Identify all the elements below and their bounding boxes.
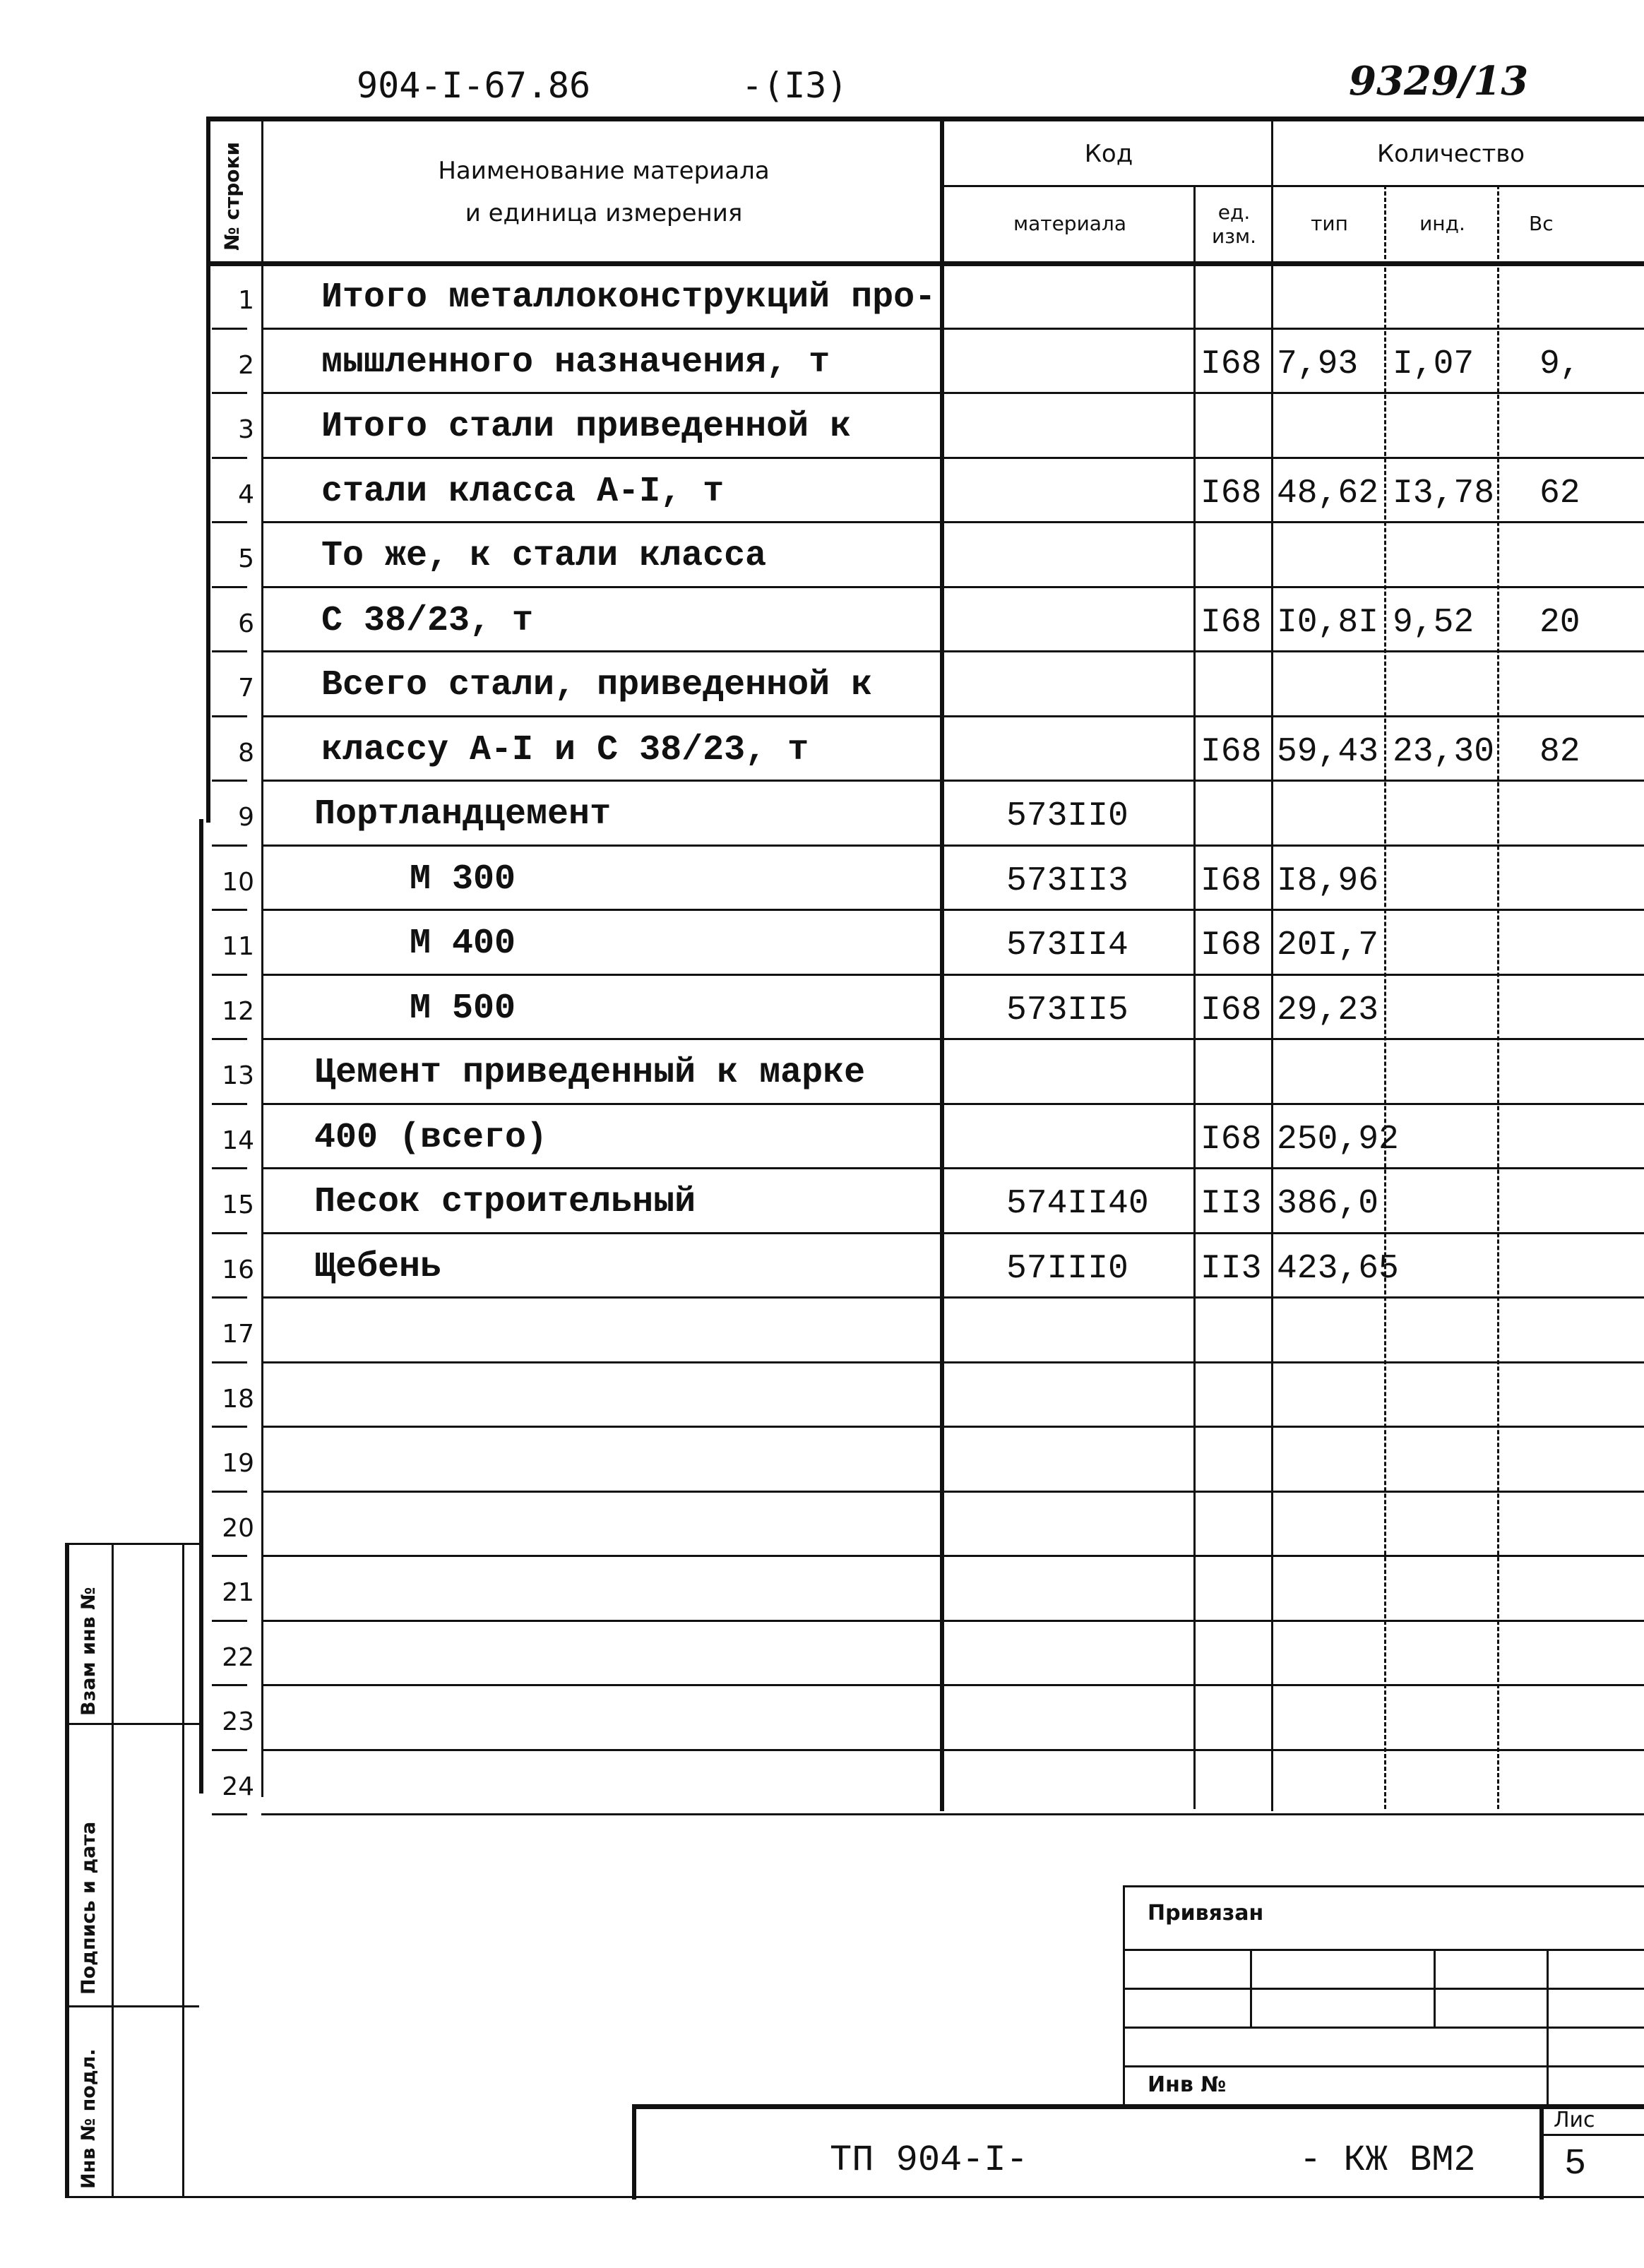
- material-name: То же, к стали класса: [321, 536, 767, 576]
- row-number-tick: [212, 974, 247, 976]
- material-name: М 500: [410, 988, 516, 1029]
- row-number: 6: [238, 609, 254, 638]
- quantity-total-header: Вс: [1529, 212, 1554, 235]
- row-number: 18: [222, 1384, 254, 1414]
- row-number: 3: [238, 415, 254, 444]
- unit-code: I68: [1201, 345, 1262, 383]
- row-divider: [261, 1361, 1644, 1363]
- sheet-reference: -(I3): [741, 65, 848, 106]
- name-header-line1: Наименование материала: [438, 157, 770, 185]
- inv-podl-label: Инв № подл.: [78, 2048, 100, 2189]
- row-divider: [261, 1491, 1644, 1493]
- quantity-individual: I3,78: [1393, 474, 1495, 513]
- quantity-ind-header: инд.: [1419, 212, 1465, 235]
- code-unit-header-1: ед.: [1217, 201, 1251, 224]
- row-number: 13: [222, 1061, 254, 1090]
- row-number: 17: [222, 1320, 254, 1349]
- row-number-tick: [212, 328, 247, 330]
- project-number: ТП 904-I-: [830, 2139, 1028, 2181]
- quantity-type: 386,0: [1277, 1185, 1379, 1223]
- row-divider: [261, 1749, 1644, 1751]
- quantity-individual: 9,52: [1393, 603, 1475, 642]
- row-number-tick: [212, 1813, 247, 1815]
- row-divider: [261, 974, 1644, 976]
- quantity-type: I8,96: [1277, 861, 1379, 900]
- row-number-tick: [212, 844, 247, 847]
- privyazan-label: Привязан: [1148, 1901, 1264, 1926]
- quantity-type-header: тип: [1311, 212, 1348, 235]
- unit-code: I68: [1201, 732, 1262, 771]
- row-number: 12: [222, 996, 254, 1026]
- material-name: Итого металлоконструкций про-: [321, 277, 936, 318]
- row-number-tick: [212, 586, 247, 588]
- quantity-total: 62: [1539, 474, 1580, 513]
- row-divider: [261, 1426, 1644, 1428]
- material-code: 573II0: [1006, 797, 1128, 835]
- handwritten-archive-number: 9329/13: [1349, 58, 1529, 105]
- material-code: 573II4: [1006, 926, 1128, 965]
- row-number: 9: [238, 803, 254, 832]
- row-number: 8: [238, 738, 254, 768]
- quantity-type: 48,62: [1277, 474, 1379, 513]
- row-divider: [261, 715, 1644, 717]
- row-number: 15: [222, 1190, 254, 1219]
- row-number-tick: [212, 1232, 247, 1234]
- unit-code: II3: [1201, 1185, 1262, 1223]
- row-number: 2: [238, 350, 254, 380]
- quantity-type: 250,92: [1277, 1120, 1399, 1159]
- inv-number-label: Инв №: [1148, 2072, 1227, 2097]
- material-name: 400 (всего): [314, 1117, 548, 1158]
- row-number: 16: [222, 1255, 254, 1284]
- row-divider: [261, 328, 1644, 330]
- quantity-type: 423,65: [1277, 1249, 1399, 1288]
- quantity-total: 9,: [1539, 345, 1580, 383]
- row-number: 20: [222, 1513, 254, 1543]
- row-number: 24: [222, 1772, 254, 1801]
- row-number-tick: [212, 1491, 247, 1493]
- row-number-tick: [212, 1555, 247, 1557]
- row-number: 21: [222, 1578, 254, 1607]
- row-number-tick: [212, 1296, 247, 1299]
- row-number: 23: [222, 1707, 254, 1736]
- row-number: 1: [238, 286, 254, 315]
- material-code: 574II40: [1006, 1185, 1149, 1223]
- row-divider: [261, 586, 1644, 588]
- row-divider: [261, 1103, 1644, 1105]
- row-divider: [261, 1296, 1644, 1299]
- row-divider: [261, 844, 1644, 847]
- material-name: Щебень: [314, 1246, 442, 1287]
- vzam-inv-label: Взам инв №: [78, 1587, 100, 1716]
- row-number: 19: [222, 1449, 254, 1478]
- quantity-type: 7,93: [1277, 345, 1359, 383]
- row-divider: [261, 392, 1644, 394]
- quantity-type: 20I,7: [1277, 926, 1379, 965]
- row-divider: [261, 1167, 1644, 1169]
- drawing-code: - КЖ ВМ2: [1299, 2139, 1476, 2181]
- unit-code: I68: [1201, 474, 1262, 513]
- row-divider: [261, 1555, 1644, 1557]
- unit-code: I68: [1201, 926, 1262, 965]
- quantity-total: 82: [1539, 732, 1580, 771]
- material-code: 57III0: [1006, 1249, 1128, 1288]
- row-divider: [261, 909, 1644, 911]
- quantity-header: Количество: [1377, 140, 1525, 168]
- code-unit-header-2: изм.: [1211, 225, 1257, 248]
- row-number-tick: [212, 1167, 247, 1169]
- material-name: Итого стали приведенной к: [321, 407, 852, 447]
- row-number-tick: [212, 780, 247, 782]
- row-divider: [261, 1684, 1644, 1686]
- row-number: 5: [238, 544, 254, 573]
- row-number: 7: [238, 674, 254, 703]
- material-name: Цемент приведенный к марке: [314, 1053, 866, 1093]
- row-number: 4: [238, 479, 254, 509]
- row-divider: [261, 521, 1644, 523]
- unit-code: I68: [1201, 991, 1262, 1029]
- row-number-tick: [212, 1426, 247, 1428]
- row-number: 11: [222, 932, 254, 961]
- material-code: 573II3: [1006, 861, 1128, 900]
- row-number-tick: [212, 521, 247, 523]
- row-divider: [261, 1813, 1644, 1815]
- material-name: мышленного назначения, т: [321, 342, 830, 383]
- code-header: Код: [1084, 140, 1133, 168]
- material-name: С 38/23, т: [321, 600, 534, 641]
- row-number: 10: [222, 867, 254, 897]
- material-name: М 400: [410, 924, 516, 964]
- row-number-tick: [212, 715, 247, 717]
- row-number-tick: [212, 1749, 247, 1751]
- material-name: Портландцемент: [314, 794, 612, 835]
- quantity-type: 29,23: [1277, 991, 1379, 1029]
- row-number-tick: [212, 650, 247, 652]
- unit-code: II3: [1201, 1249, 1262, 1288]
- row-number-tick: [212, 1038, 247, 1040]
- quantity-individual: I,07: [1393, 345, 1475, 383]
- row-number-header: № строки: [220, 141, 244, 251]
- row-divider: [261, 1038, 1644, 1040]
- document-code: 904-I-67.86: [357, 65, 591, 106]
- material-name: М 300: [410, 859, 516, 900]
- quantity-type: 59,43: [1277, 732, 1379, 771]
- row-number-tick: [212, 1103, 247, 1105]
- material-name: Всего стали, приведенной к: [321, 665, 873, 705]
- row-number-tick: [212, 392, 247, 394]
- unit-code: I68: [1201, 861, 1262, 900]
- row-number-tick: [212, 1620, 247, 1622]
- sheet-label: Лис: [1554, 2108, 1595, 2132]
- row-divider: [261, 780, 1644, 782]
- quantity-type: I0,8I: [1277, 603, 1379, 642]
- podpis-data-label: Подпись и дата: [78, 1821, 100, 1995]
- material-code: 573II5: [1006, 991, 1128, 1029]
- row-divider: [261, 1232, 1644, 1234]
- row-divider: [261, 1620, 1644, 1622]
- row-number-tick: [212, 1361, 247, 1363]
- quantity-total: 20: [1539, 603, 1580, 642]
- material-name: Песок строительный: [314, 1182, 696, 1222]
- material-name: стали класса А-I, т: [321, 471, 725, 512]
- row-divider: [261, 650, 1644, 652]
- row-number-tick: [212, 1684, 247, 1686]
- code-material-header: материала: [1013, 212, 1126, 235]
- name-header-line2: и единица измерения: [465, 199, 743, 227]
- unit-code: I68: [1201, 1120, 1262, 1159]
- unit-code: I68: [1201, 603, 1262, 642]
- row-number: 14: [222, 1126, 254, 1155]
- row-number-tick: [212, 457, 247, 459]
- row-number-tick: [212, 909, 247, 911]
- sheet-number: 5: [1564, 2143, 1587, 2185]
- row-number: 22: [222, 1642, 254, 1672]
- quantity-individual: 23,30: [1393, 732, 1495, 771]
- row-divider: [261, 457, 1644, 459]
- material-name: классу А-I и С 38/23, т: [321, 729, 809, 770]
